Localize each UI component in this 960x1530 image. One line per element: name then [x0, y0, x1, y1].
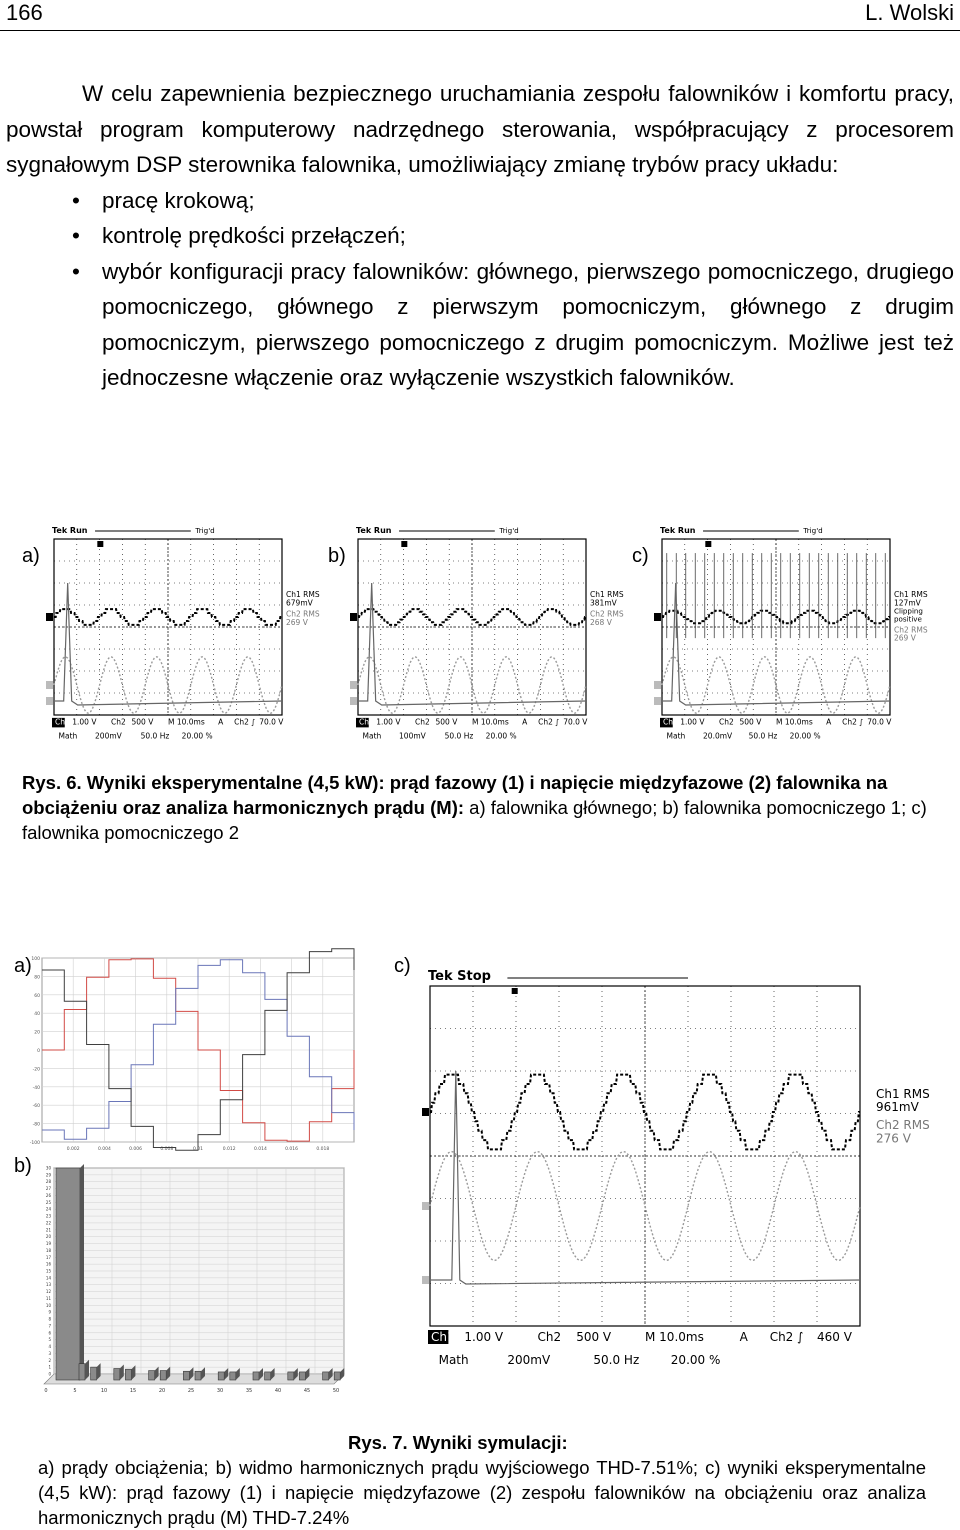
math-marker-icon	[654, 697, 661, 705]
ch1-marker-icon	[422, 1108, 429, 1116]
list-item-text: wybór konfiguracji pracy falowników: głównego, pierwszego pomocniczego, drugiego pomocniczego, głównego z pierwszym pomocniczym, głównego z drugim pomocniczym, pierwszego pomocniczego z drugim pomocniczym. Możliwe jest też jednoczesne włączenie oraz wyłączenie wszystkich falowników.	[102, 258, 954, 390]
x-tick-label: 0.012	[222, 1147, 236, 1152]
x-tick-label: 20	[158, 1388, 166, 1394]
fig6-label-c: c)	[632, 545, 649, 567]
scope-grid	[54, 539, 282, 715]
y-tick-label: 20	[45, 1234, 51, 1240]
status-field: 70.0 V	[867, 717, 892, 727]
y-tick-label: 18	[45, 1247, 51, 1253]
x-tick-label: 25	[187, 1388, 195, 1394]
y-tick-label: 5	[48, 1337, 51, 1343]
x-tick-label: 35	[245, 1388, 253, 1394]
y-tick-label: 9	[48, 1309, 51, 1315]
y-tick-label: 27	[45, 1186, 51, 1192]
ch2-rms-value: 269 V	[286, 617, 308, 627]
status-field: Ch2	[719, 717, 734, 727]
y-tick-label: 3	[48, 1350, 51, 1356]
y-tick-label: 13	[45, 1282, 51, 1288]
body-text	[6, 76, 954, 396]
y-tick-label: 0	[37, 1049, 40, 1054]
status-field: Ch1	[55, 717, 70, 727]
bar	[56, 1168, 80, 1380]
bullet-icon: •	[72, 258, 80, 284]
status-field: Ch2	[537, 1330, 562, 1344]
bullet-icon: •	[72, 187, 80, 213]
x-tick-label: 0.01	[192, 1147, 204, 1152]
scope-screenshot-b	[344, 525, 626, 747]
bar	[323, 1372, 329, 1380]
status-field: Ch2 ∫	[769, 1330, 804, 1344]
y-tick-label: 2	[48, 1357, 51, 1363]
status-field: Ch2 ∫	[538, 717, 560, 727]
bullet-icon: •	[72, 223, 80, 248]
ch2-marker-icon	[654, 681, 661, 689]
math-status-field: 50.0 Hz	[444, 731, 474, 741]
ch1-rms-value: 961mV	[876, 1100, 919, 1115]
math-status-field: 50.0 Hz	[593, 1352, 640, 1367]
ch2-marker-icon	[46, 681, 53, 689]
y-tick-label: 23	[45, 1213, 51, 1219]
math-status-field: 20.0mV	[703, 731, 733, 741]
math-marker-icon	[422, 1276, 429, 1284]
list-item-text: kontrolę prędkości przełączeń;	[102, 223, 406, 248]
status-field: A	[826, 717, 832, 727]
load-currents-chart	[30, 950, 360, 1160]
ch1-rms-label: Ch1 RMS	[286, 590, 320, 599]
math-status-field: Math	[666, 731, 686, 741]
list-item	[6, 218, 954, 254]
x-tick-label: 0.008	[160, 1147, 174, 1152]
scope-screenshot-a	[40, 525, 322, 747]
ch2-rms-label: Ch2 RMS	[286, 609, 320, 619]
y-tick-label: 80	[34, 975, 40, 981]
math-status-field: 100mV	[399, 731, 426, 741]
x-tick-label: 40	[274, 1388, 282, 1394]
math-status-field: 50.0 Hz	[748, 731, 778, 741]
ch1-marker-icon	[46, 613, 53, 621]
scope-screenshot-fig7	[406, 962, 946, 1382]
x-tick-label: 5	[73, 1388, 77, 1394]
scope-status-text: Tek Run	[660, 526, 696, 535]
ch1-rms-label: Ch1 RMS	[876, 1087, 930, 1101]
bar	[265, 1372, 271, 1380]
ch1-rms-value: 679mV	[286, 598, 313, 608]
y-tick-label: 4	[48, 1344, 51, 1350]
status-field: 500 V	[131, 717, 154, 727]
bar	[114, 1369, 120, 1380]
trigger-status-text: Trig'd	[499, 526, 519, 535]
list-item	[6, 254, 954, 396]
y-tick-label: 7	[48, 1323, 51, 1329]
y-tick-label: 60	[34, 993, 40, 999]
status-field: 460 V	[817, 1330, 852, 1344]
ch2-marker-icon	[422, 1202, 429, 1210]
ch2-rms-label: Ch2 RMS	[894, 625, 928, 635]
trigger-position-icon	[97, 541, 103, 547]
trigger-position-icon	[512, 988, 518, 994]
status-field: 70.0 V	[563, 717, 588, 727]
math-status-field: Math	[362, 731, 382, 741]
x-tick-label: 50	[332, 1388, 340, 1394]
status-field: 70.0 V	[259, 717, 284, 727]
status-field: Ch1	[431, 1330, 455, 1344]
bar	[253, 1372, 259, 1380]
harmonic-spectrum-chart	[30, 1160, 360, 1400]
math-status-field: 20.00 %	[789, 731, 821, 741]
y-tick-label: 29	[45, 1172, 51, 1178]
bar	[334, 1372, 340, 1380]
math-status-field: 50.0 Hz	[140, 731, 170, 741]
x-tick-label: 45	[303, 1388, 311, 1394]
math-status-field: 20.00 %	[670, 1352, 721, 1367]
bar	[91, 1367, 97, 1380]
fig7-label-c: c)	[394, 955, 411, 977]
y-tick-label: 11	[45, 1295, 51, 1301]
fig6-label-b: b)	[328, 545, 346, 567]
bar	[288, 1372, 294, 1380]
y-tick-label: -100	[29, 1141, 40, 1146]
fig6-label-a: a)	[22, 545, 40, 567]
x-tick-label: 0.016	[285, 1147, 299, 1152]
x-tick-label: 0.004	[97, 1147, 111, 1152]
status-field: Ch2 ∫	[234, 717, 256, 727]
status-field: A	[522, 717, 528, 727]
x-tick-label: 15	[129, 1388, 137, 1394]
bar	[149, 1371, 155, 1380]
y-tick-label: -60	[32, 1104, 40, 1110]
ch2-rms-value: 269 V	[894, 633, 916, 643]
bar	[218, 1372, 224, 1380]
figure-7-caption-title: Rys. 7. Wyniki symulacji:	[348, 1432, 568, 1453]
bar-side	[80, 1164, 84, 1380]
math-status-field: 200mV	[95, 731, 122, 741]
clip-warning-text: Clipping	[894, 606, 923, 616]
y-tick-label: 21	[45, 1227, 51, 1233]
y-tick-label: 20	[34, 1030, 40, 1036]
math-status-field: Math	[438, 1352, 469, 1367]
x-tick-label: 0.002	[66, 1147, 80, 1152]
status-field: 500 V	[576, 1330, 612, 1344]
scope-grid	[430, 986, 860, 1326]
ch2-rms-label: Ch2 RMS	[590, 609, 624, 619]
y-tick-label: 19	[45, 1241, 51, 1247]
y-tick-label: 100	[31, 957, 40, 962]
trigger-status-text: Trig'd	[803, 526, 823, 535]
x-tick-label: 0.014	[253, 1147, 267, 1152]
status-field: Ch1	[663, 717, 678, 727]
y-tick-label: 8	[48, 1316, 51, 1322]
y-tick-label: 40	[34, 1012, 40, 1018]
scope-screenshot-c	[648, 525, 938, 747]
mode-list	[6, 183, 954, 396]
status-field: Ch2	[111, 717, 126, 727]
y-tick-label: 0	[48, 1371, 51, 1377]
y-tick-label: -20	[32, 1067, 40, 1073]
status-field: Ch2	[415, 717, 430, 727]
status-field: M 10.0ms	[776, 717, 813, 727]
y-tick-label: 24	[45, 1206, 51, 1212]
ch1-rms-label: Ch1 RMS	[894, 590, 928, 599]
ch1-rms-value: 381mV	[590, 598, 617, 608]
status-field: Ch2 ∫	[842, 717, 864, 727]
bar	[230, 1372, 236, 1380]
scope-grid	[662, 539, 890, 715]
list-item	[6, 183, 954, 219]
math-status-field: Math	[58, 731, 78, 741]
y-tick-label: 10	[45, 1302, 51, 1308]
math-marker-icon	[350, 697, 357, 705]
y-tick-label: 12	[45, 1289, 51, 1295]
status-field: 1.00 V	[376, 717, 401, 727]
status-field: 500 V	[739, 717, 762, 727]
ch2-marker-icon	[350, 681, 357, 689]
scope-status-text: Tek Run	[356, 526, 392, 535]
ch2-rms-label: Ch2 RMS	[876, 1118, 930, 1133]
y-tick-label: 22	[45, 1220, 51, 1226]
y-tick-label: 6	[48, 1330, 51, 1336]
status-field: Ch1	[359, 717, 374, 727]
scope-status-text: Tek Stop	[428, 969, 491, 984]
y-tick-label: 26	[45, 1192, 51, 1198]
scope-status-text: Tek Run	[52, 526, 88, 535]
bar	[299, 1372, 305, 1380]
page-header	[0, 0, 960, 31]
page-number: 166	[6, 0, 43, 25]
fig7-label-a: a)	[14, 955, 32, 977]
x-tick-label: 10	[100, 1388, 108, 1394]
status-field: A	[218, 717, 224, 727]
y-tick-label: 14	[45, 1275, 51, 1281]
bar	[160, 1371, 166, 1380]
y-tick-label: 25	[45, 1199, 51, 1205]
y-tick-label: -40	[32, 1085, 40, 1091]
y-tick-label: 15	[45, 1268, 51, 1274]
math-status-field: 20.00 %	[181, 731, 213, 741]
figure-7-caption-text: a) prądy obciążenia; b) widmo harmonicznych prądu wyjściowego THD-7.51%; c) wyniki eksperymentalne (4,5 kW): prąd fazowy (1) i napięcie międzyfazowe (2) zespołu falowników na obciążeniu oraz analiza harmonicznych prądu (M) THD-7.24%	[38, 1457, 926, 1528]
running-author: L. Wolski	[865, 0, 954, 25]
scope-grid	[358, 539, 586, 715]
trigger-status-text: Trig'd	[195, 526, 215, 535]
clip-warning-text: positive	[894, 614, 922, 624]
y-tick-label: 30	[45, 1165, 51, 1171]
x-tick-label: 0.018	[316, 1147, 330, 1152]
bar	[183, 1371, 189, 1380]
figure-6-caption	[22, 770, 942, 845]
status-field: M 10.0ms	[472, 717, 509, 727]
status-field: 1.00 V	[72, 717, 97, 727]
ch2-rms-value: 268 V	[590, 617, 612, 627]
ch2-rms-value: 276 V	[876, 1131, 911, 1146]
bar	[195, 1371, 201, 1380]
ch1-rms-label: Ch1 RMS	[590, 590, 624, 599]
x-tick-label: 0	[44, 1388, 48, 1394]
y-tick-label: 16	[45, 1261, 51, 1267]
caption-bold: Rys. 6. Wyniki eksperymentalne (4,5 kW): prąd fazowy (1) i napięcie międzyfazowe (2) falownika na obciążeniu oraz analiza harmonicznych prądu (M):	[22, 772, 888, 818]
y-tick-label: 28	[45, 1179, 51, 1185]
status-field: 1.00 V	[464, 1330, 504, 1344]
bar	[125, 1369, 131, 1380]
ch1-marker-icon	[350, 613, 357, 621]
trigger-position-icon	[705, 541, 711, 547]
x-tick-label: 30	[216, 1388, 224, 1394]
status-field: M 10.0ms	[645, 1330, 704, 1344]
status-field: A	[739, 1330, 748, 1344]
math-status-field: 20.00 %	[485, 731, 517, 741]
status-field: 500 V	[435, 717, 458, 727]
status-field: 1.00 V	[680, 717, 705, 727]
y-tick-label: 1	[48, 1364, 51, 1370]
intro-paragraph: W celu zapewnienia bezpiecznego uruchamiania zespołu falowników i komfortu pracy, powstał program komputerowy nadrzędnego sterowania, współpracujący z procesorem sygnałowym DSP sterownika falownika, umożliwiający zmianę trybów pracy układu:	[6, 81, 954, 177]
status-field: M 10.0ms	[168, 717, 205, 727]
math-marker-icon	[46, 697, 53, 705]
trigger-position-icon	[401, 541, 407, 547]
x-tick-label: 0.006	[129, 1147, 143, 1152]
fig7-label-b: b)	[14, 1155, 32, 1177]
caption-rest: a) falownika głównego; b) falownika pomocniczego 1; c) falownika pomocniczego 2	[22, 797, 927, 843]
ch1-rms-value: 127mV	[894, 598, 921, 608]
y-tick-label: 17	[45, 1254, 51, 1260]
math-status-field: 200mV	[507, 1352, 551, 1367]
list-item-text: pracę krokową;	[102, 187, 255, 213]
y-tick-label: -80	[32, 1122, 40, 1128]
bar	[79, 1364, 85, 1380]
ch1-marker-icon	[654, 613, 661, 621]
